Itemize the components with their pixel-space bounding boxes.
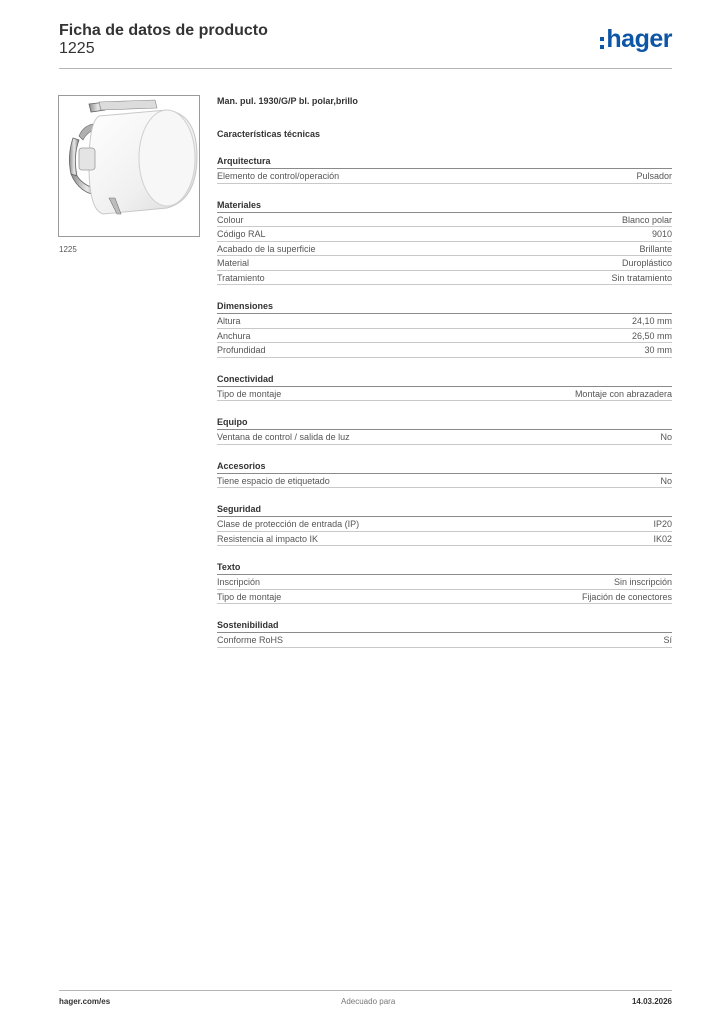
product-number: 1225 [59, 40, 95, 57]
spec-section [217, 620, 672, 648]
spec-label: Tipo de montaje [217, 388, 282, 399]
datasheet-content [217, 96, 672, 648]
spec-row [217, 517, 672, 532]
spec-row [217, 474, 672, 489]
section-title: Materiales [217, 200, 672, 213]
spec-label: Inscripción [217, 577, 261, 587]
spec-row [217, 169, 672, 184]
spec-label: Profundidad [217, 345, 266, 355]
section-title: Conectividad [217, 374, 672, 387]
spec-row [217, 213, 672, 228]
spec-row [217, 387, 672, 402]
spec-label: Resistencia al impacto IK [217, 533, 319, 544]
spec-label: Clase de protección de entrada (IP) [217, 519, 360, 529]
spec-label: Altura [217, 316, 241, 326]
spec-label: Elemento de control/operación [217, 171, 340, 181]
spec-section [217, 461, 672, 489]
spec-value: Sin tratamiento [611, 272, 672, 283]
footer-date: 14.03.2026 [631, 997, 672, 1006]
spec-label: Material [217, 258, 250, 268]
spec-value: No [660, 475, 672, 486]
header-divider [59, 68, 672, 69]
spec-row [217, 633, 672, 648]
spec-label: Tipo de montaje [217, 591, 282, 602]
spec-value: Sin inscripción [613, 577, 672, 587]
spec-section [217, 156, 672, 184]
section-title: Arquitectura [217, 156, 672, 169]
section-title: Sostenibilidad [217, 620, 672, 633]
spec-label: Ventana de control / salida de luz [217, 432, 350, 442]
footer-divider [59, 990, 672, 991]
spec-value: Brillante [639, 243, 672, 254]
footer-center-text: Adecuado para [341, 997, 396, 1006]
spec-value: 30 mm [644, 345, 672, 355]
spec-row [217, 314, 672, 329]
spec-row [217, 271, 672, 286]
spec-value: Fijación de conectores [581, 591, 672, 602]
spec-row [217, 575, 672, 590]
spec-value: 24,10 mm [631, 316, 672, 326]
product-name: Man. pul. 1930/G/P bl. polar,brillo [217, 96, 358, 106]
spec-value: IK02 [653, 533, 672, 544]
spec-value: IP20 [653, 519, 672, 529]
spec-value: Blanco polar [621, 214, 672, 225]
spec-sections [217, 156, 672, 648]
spec-value: Duroplástico [621, 258, 672, 268]
section-title: Seguridad [217, 504, 672, 517]
section-title: Texto [217, 562, 672, 575]
spec-label: Conforme RoHS [217, 635, 284, 645]
spec-label: Tiene espacio de etiquetado [217, 475, 330, 486]
section-title: Accesorios [217, 461, 672, 474]
spec-row [217, 242, 672, 257]
spec-row [217, 227, 672, 242]
spec-value: Montaje con abrazadera [574, 388, 672, 399]
spec-section [217, 562, 672, 604]
spec-section [217, 504, 672, 546]
spec-value: 9010 [651, 229, 672, 239]
spec-section [217, 301, 672, 358]
section-title: Equipo [217, 417, 672, 430]
section-title: Dimensiones [217, 301, 672, 314]
spec-row [217, 256, 672, 271]
page-title: Ficha de datos de producto [59, 22, 268, 39]
spec-section [217, 417, 672, 445]
image-caption: 1225 [59, 245, 77, 254]
spec-row [217, 343, 672, 358]
push-button-product-icon [59, 96, 199, 236]
spec-label: Colour [217, 214, 244, 225]
spec-section [217, 200, 672, 286]
spec-label: Anchura [217, 330, 251, 341]
spec-value: Sí [663, 635, 672, 645]
spec-value: Pulsador [636, 171, 672, 181]
footer-website: hager.com/es [59, 997, 111, 1006]
spec-row [217, 590, 672, 605]
spec-label: Acabado de la superficie [217, 243, 316, 254]
spec-label: Tratamiento [217, 272, 265, 283]
spec-section [217, 374, 672, 402]
spec-label: Código RAL [217, 229, 266, 239]
spec-value: No [660, 432, 672, 442]
spec-row [217, 430, 672, 445]
logo-dots-icon [600, 37, 604, 49]
technical-heading: Características técnicas [217, 129, 321, 139]
spec-value: 26,50 mm [631, 330, 672, 341]
product-image [58, 95, 200, 237]
spec-row [217, 532, 672, 547]
hager-logo: hager [600, 28, 672, 54]
spec-row [217, 329, 672, 344]
